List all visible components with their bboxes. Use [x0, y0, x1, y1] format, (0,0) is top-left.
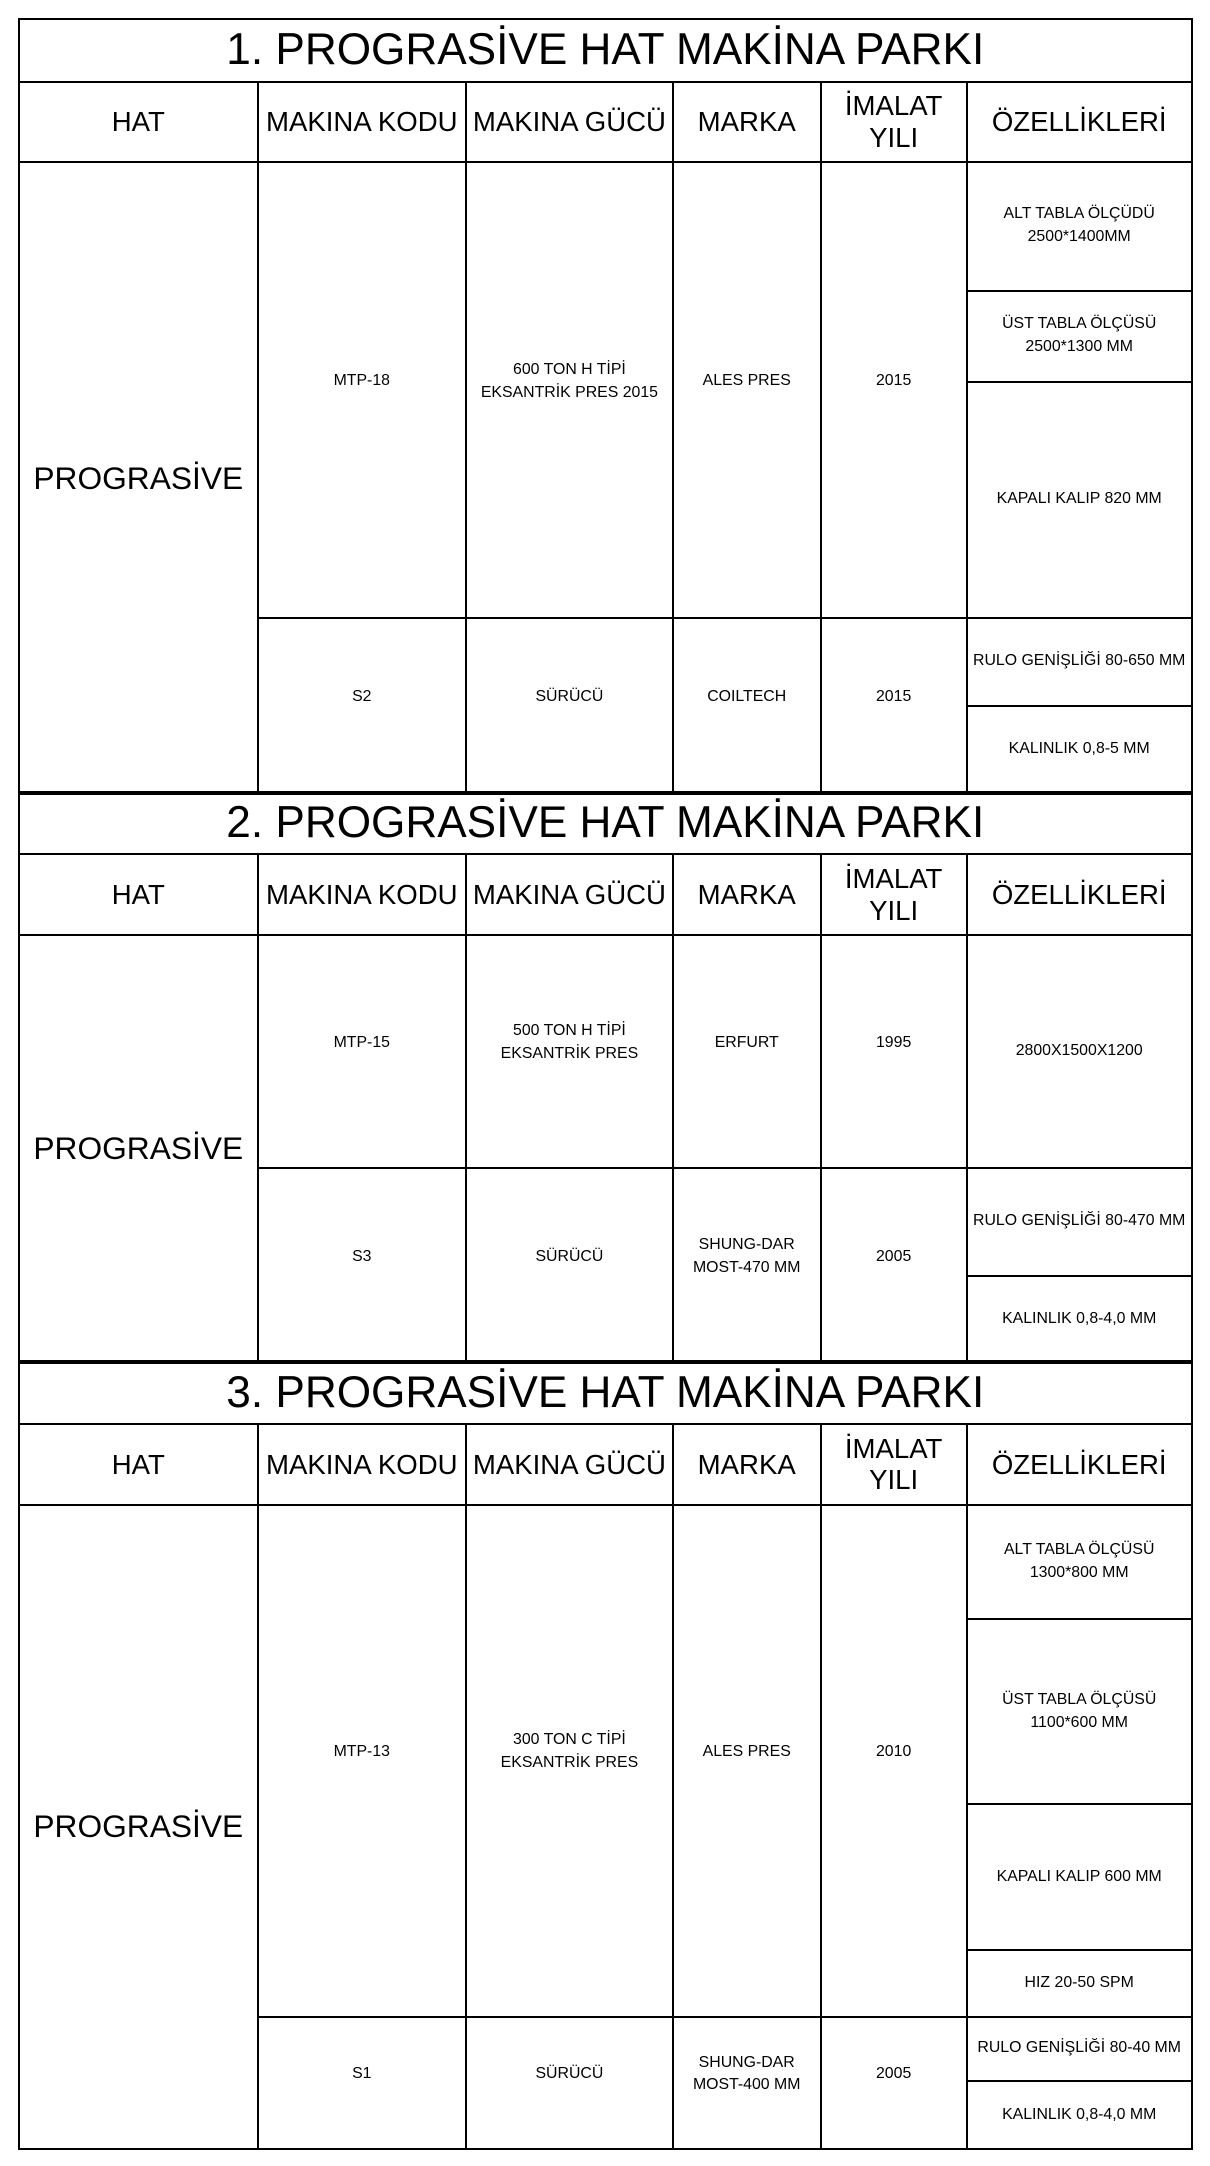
line-name: PROGRASİVE — [19, 162, 258, 794]
column-header: MARKA — [673, 1424, 821, 1505]
feature-cell: HIZ 20-50 SPM — [967, 1950, 1192, 2016]
column-header: MARKA — [673, 854, 821, 935]
manufacture-year: 2015 — [821, 162, 967, 617]
machine-park-table — [18, 791, 1193, 1364]
feature-cell: KALINLIK 0,8-5 MM — [967, 706, 1192, 794]
brand: SHUNG-DAR MOST-470 MM — [673, 1168, 821, 1363]
section-title-row — [19, 792, 1192, 855]
column-header: HAT — [19, 1424, 258, 1505]
column-header: ÖZELLİKLERİ — [967, 82, 1192, 163]
machine-code: MTP-13 — [258, 1505, 466, 2017]
section-title: 2. PROGRASİVE HAT MAKİNA PARKI — [19, 792, 1192, 855]
feature-cell: KAPALI KALIP 820 MM — [967, 382, 1192, 618]
machine-park-section — [18, 18, 1191, 795]
brand: SHUNG-DAR MOST-400 MM — [673, 2017, 821, 2149]
table-row — [19, 1505, 1192, 1620]
column-header: MAKINA KODU — [258, 82, 466, 163]
feature-cell: RULO GENİŞLİĞİ 80-40 MM — [967, 2017, 1192, 2082]
column-header: İMALAT YILI — [821, 1424, 967, 1505]
manufacture-year: 2010 — [821, 1505, 967, 2017]
manufacture-year: 2005 — [821, 1168, 967, 1363]
brand: ALES PRES — [673, 1505, 821, 2017]
header-row — [19, 854, 1192, 935]
machine-power: 500 TON H TİPİ EKSANTRİK PRES — [466, 935, 673, 1168]
machine-power: SÜRÜCÜ — [466, 1168, 673, 1363]
brand: COILTECH — [673, 618, 821, 795]
header-row — [19, 1424, 1192, 1505]
machine-code: MTP-15 — [258, 935, 466, 1168]
feature-cell: RULO GENİŞLİĞİ 80-470 MM — [967, 1168, 1192, 1276]
machine-power: SÜRÜCÜ — [466, 2017, 673, 2149]
feature-cell: KALINLIK 0,8-4,0 MM — [967, 1276, 1192, 1363]
line-name: PROGRASİVE — [19, 935, 258, 1363]
line-name: PROGRASİVE — [19, 1505, 258, 2149]
manufacture-year: 1995 — [821, 935, 967, 1168]
column-header: HAT — [19, 82, 258, 163]
column-header: MAKINA GÜCÜ — [466, 1424, 673, 1505]
feature-cell: RULO GENİŞLİĞİ 80-650 MM — [967, 618, 1192, 706]
machine-power: 300 TON C TİPİ EKSANTRİK PRES — [466, 1505, 673, 2017]
feature-cell: ÜST TABLA ÖLÇÜSÜ 2500*1300 MM — [967, 291, 1192, 382]
table-row — [19, 162, 1192, 290]
machine-code: MTP-18 — [258, 162, 466, 617]
feature-cell: KAPALI KALIP 600 MM — [967, 1804, 1192, 1950]
column-header: ÖZELLİKLERİ — [967, 1424, 1192, 1505]
column-header: MAKINA KODU — [258, 1424, 466, 1505]
machine-park-section — [18, 1360, 1191, 2150]
manufacture-year: 2005 — [821, 2017, 967, 2149]
feature-cell: ALT TABLA ÖLÇÜDÜ 2500*1400MM — [967, 162, 1192, 290]
section-title-row — [19, 1361, 1192, 1424]
feature-cell: KALINLIK 0,8-4,0 MM — [967, 2081, 1192, 2149]
column-header: HAT — [19, 854, 258, 935]
feature-cell: ALT TABLA ÖLÇÜSÜ 1300*800 MM — [967, 1505, 1192, 1620]
section-title: 1. PROGRASİVE HAT MAKİNA PARKI — [19, 19, 1192, 82]
brand: ERFURT — [673, 935, 821, 1168]
machine-code: S2 — [258, 618, 466, 795]
machine-park-table — [18, 18, 1193, 795]
column-header: MARKA — [673, 82, 821, 163]
machine-code: S3 — [258, 1168, 466, 1363]
header-row — [19, 82, 1192, 163]
column-header: MAKINA GÜCÜ — [466, 854, 673, 935]
column-header: ÖZELLİKLERİ — [967, 854, 1192, 935]
machine-power: SÜRÜCÜ — [466, 618, 673, 795]
machine-power: 600 TON H TİPİ EKSANTRİK PRES 2015 — [466, 162, 673, 617]
column-header: İMALAT YILI — [821, 82, 967, 163]
machine-code: S1 — [258, 2017, 466, 2149]
feature-cell: 2800X1500X1200 — [967, 935, 1192, 1168]
feature-cell: ÜST TABLA ÖLÇÜSÜ 1100*600 MM — [967, 1619, 1192, 1804]
machine-park-table — [18, 1360, 1193, 2150]
column-header: MAKINA GÜCÜ — [466, 82, 673, 163]
table-row — [19, 935, 1192, 1168]
column-header: MAKINA KODU — [258, 854, 466, 935]
machine-park-section — [18, 791, 1191, 1364]
manufacture-year: 2015 — [821, 618, 967, 795]
column-header: İMALAT YILI — [821, 854, 967, 935]
brand: ALES PRES — [673, 162, 821, 617]
section-title: 3. PROGRASİVE HAT MAKİNA PARKI — [19, 1361, 1192, 1424]
section-title-row — [19, 19, 1192, 82]
